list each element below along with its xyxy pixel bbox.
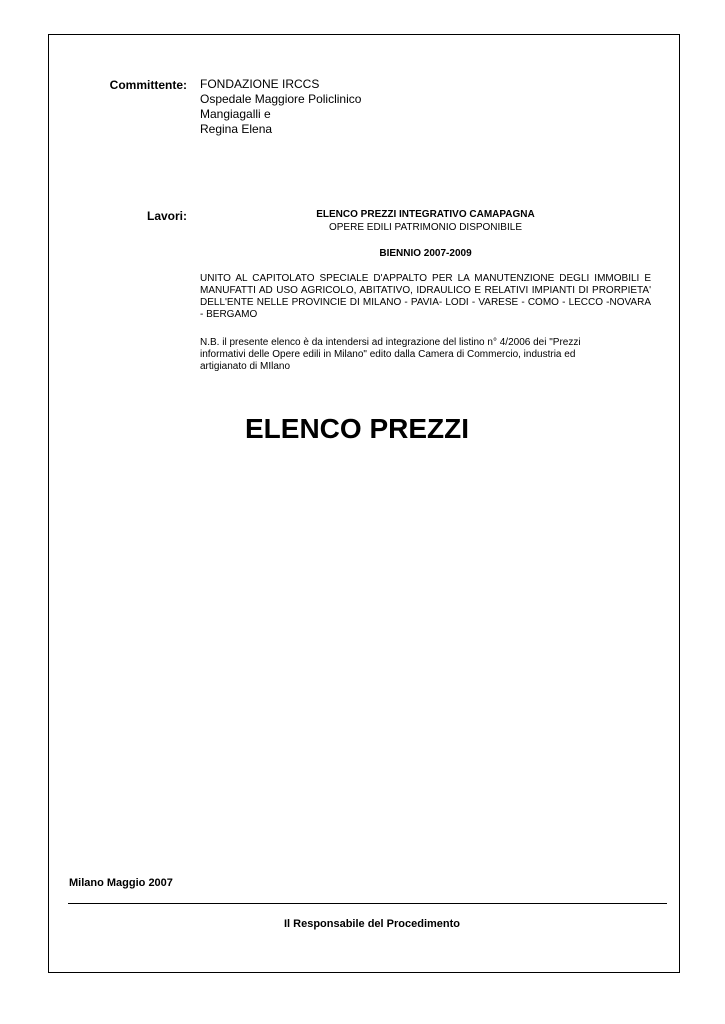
lavori-label: Lavori: <box>146 209 187 223</box>
committente-label: Committente: <box>109 78 187 92</box>
lavori-paragraph: UNITO AL CAPITOLATO SPECIALE D'APPALTO PER LA MANUTENZIONE DEGLI IMMOBILI E MANUFATTI AD USO AGRICOLO, ABITATIVO, IDRAULICO E RELATIVI IMPIANTI DI PRORPIETA' DELL'ENTE NELLE PROVINCIE DI MILANO - PAVIA- LODI - VARESE - COMO - LECCO -NOVARA - BERGAMO <box>200 273 651 320</box>
nb-line: informativi delle Opere edili in Milano" edito dalla Camera di Commercio, industria ed <box>200 349 576 360</box>
place-date: Milano Maggio 2007 <box>69 877 173 889</box>
lavori-title: ELENCO PREZZI INTEGRATIVO CAMAPAGNA <box>316 209 535 220</box>
nb-line: N.B. il presente elenco è da intendersi ad integrazione del listino n° 4/2006 dei "Prezzi <box>200 337 581 348</box>
document-frame <box>48 34 680 973</box>
committente-line: Ospedale Maggiore Policlinico <box>200 92 362 106</box>
signature-divider <box>68 903 667 904</box>
nb-note <box>200 337 651 373</box>
signature-label: Il Responsabile del Procedimento <box>283 918 461 930</box>
committente-line: FONDAZIONE IRCCS <box>200 77 320 91</box>
committente-line: Regina Elena <box>200 122 273 136</box>
lavori-subtitle: OPERE EDILI PATRIMONIO DISPONIBILE <box>328 222 522 233</box>
committente-block <box>200 77 361 137</box>
lavori-biennio: BIENNIO 2007-2009 <box>379 248 472 259</box>
main-title: ELENCO PREZZI <box>245 413 470 444</box>
committente-line: Mangiagalli e <box>200 107 271 121</box>
nb-line: artigianato di MIlano <box>200 361 291 372</box>
